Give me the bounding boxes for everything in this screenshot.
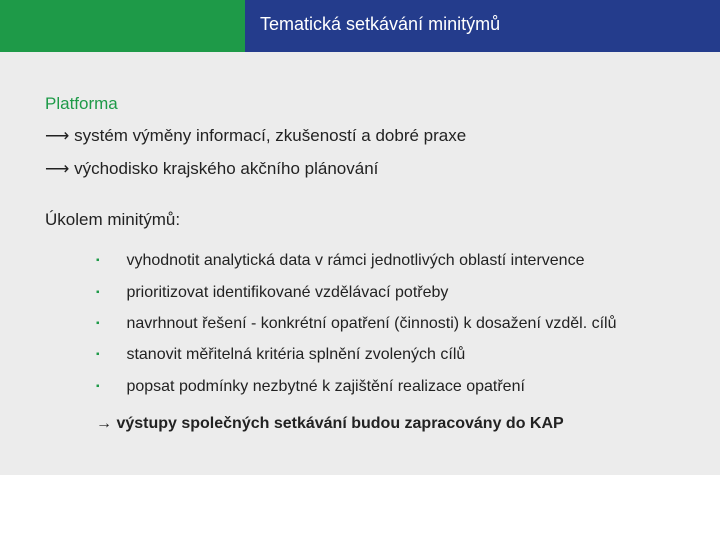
tasks-heading: Úkolem minitýmů:: [45, 210, 181, 229]
content-panel: [0, 52, 720, 475]
slide-title: Tematická setkávání minitýmů: [260, 14, 501, 34]
platform-heading: Platforma: [45, 94, 118, 113]
bullet-text: vyhodnotit analytická data v rámci jednotlivých oblastí intervence: [126, 252, 585, 269]
bullet-item: [96, 283, 448, 303]
bullet-marker: ▪: [96, 255, 100, 266]
bullet-marker: ▪: [96, 318, 100, 329]
bullet-item: [96, 251, 584, 271]
arrow-line-planning: ⟶ východisko krajského akčního plánování: [45, 159, 379, 178]
bullet-marker: ▪: [96, 287, 100, 298]
bullet-text: stanovit měřitelná kritéria splnění zvolených cílů: [126, 346, 466, 363]
bullet-marker: ▪: [96, 349, 100, 360]
header-green-block: [0, 0, 245, 52]
bullet-item: [96, 377, 525, 397]
bullet-text: prioritizovat identifikované vzdělávací potřeby: [126, 284, 449, 301]
bullet-item: [96, 345, 465, 365]
bullet-text: popsat podmínky nezbytné k zajištění realizace opatření: [126, 378, 525, 395]
header-blue-block: [245, 0, 720, 52]
arrow-line-exchange: ⟶ systém výměny informací, zkušeností a dobré praxe: [45, 126, 467, 145]
bullet-item: [96, 314, 616, 334]
summary-line: → výstupy společných setkávání budou zapracovány do KAP: [96, 415, 564, 432]
slide-header: [0, 0, 720, 52]
bullet-text: navrhnout řešení - konkrétní opatření (činnosti) k dosažení vzděl. cílů: [126, 315, 617, 332]
bullet-marker: ▪: [96, 381, 100, 392]
